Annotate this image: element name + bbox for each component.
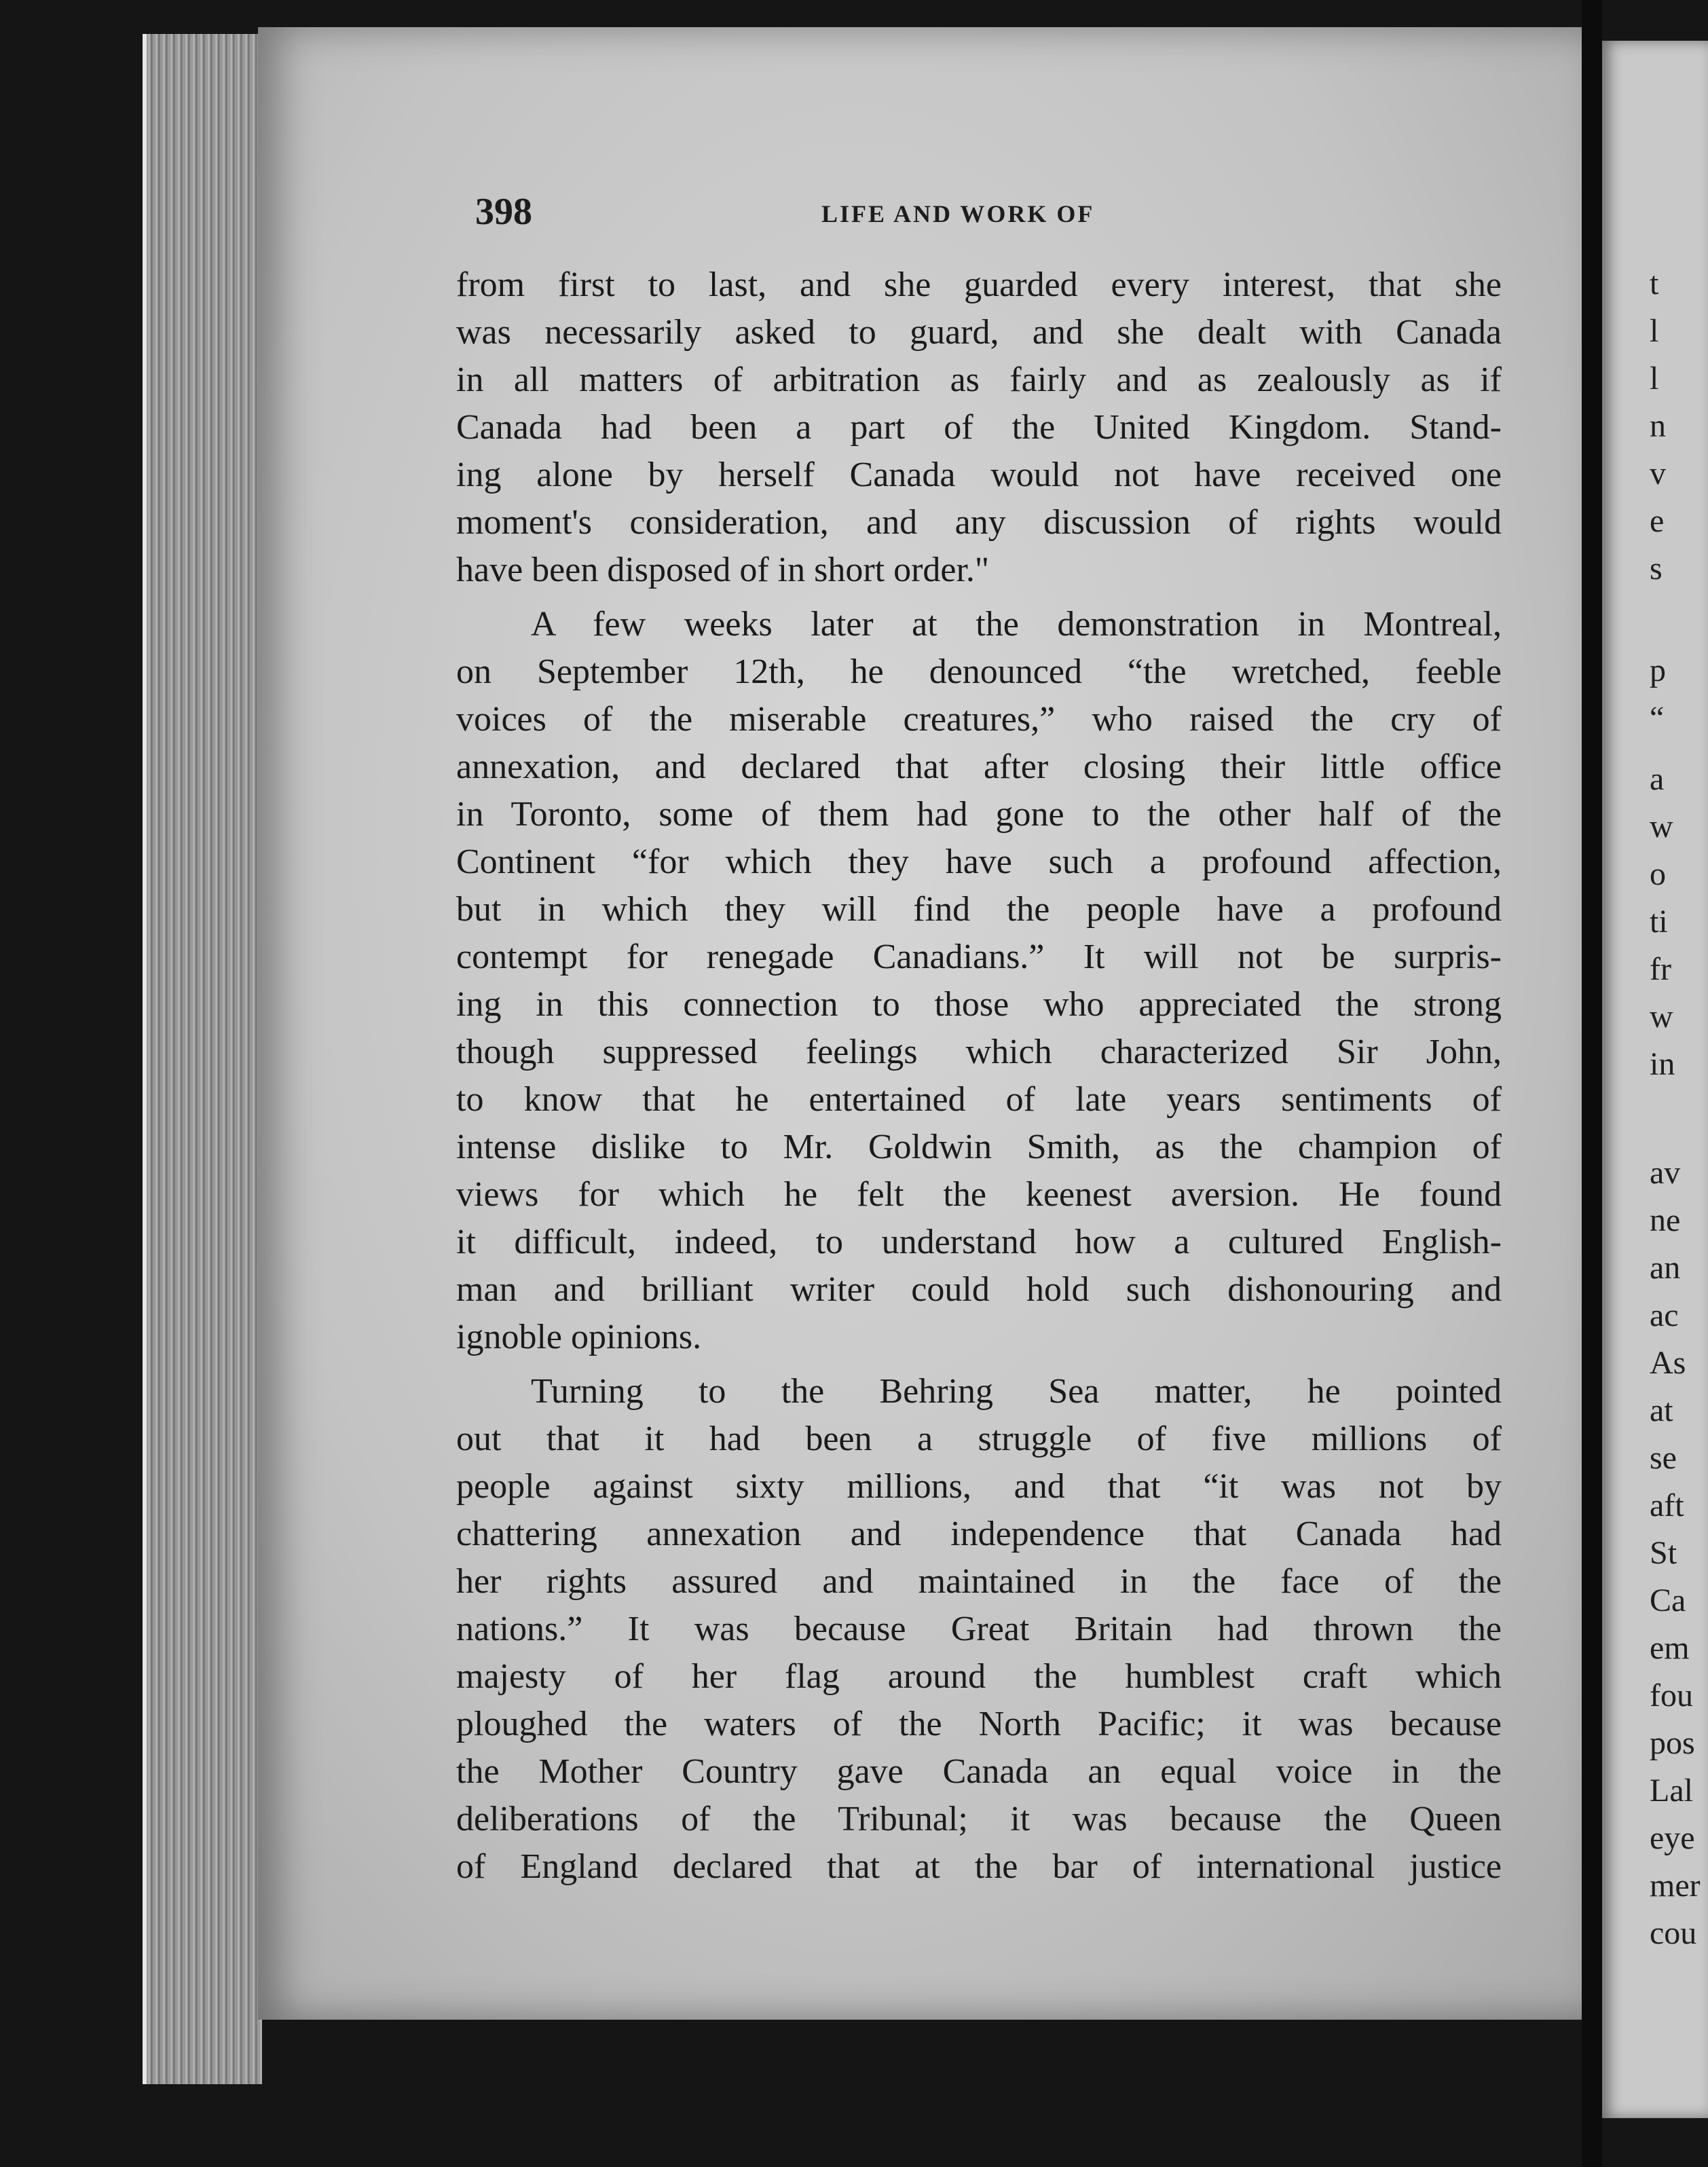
- text-line: people against sixty millions, and that “it was not by: [456, 1467, 1502, 1506]
- text-line: from first to last, and she guarded every interest, that she: [456, 265, 1502, 304]
- facing-page-fragment: l: [1650, 313, 1659, 349]
- page-number: 398: [475, 191, 532, 233]
- facing-page-fragment: t: [1650, 265, 1659, 301]
- text-line: A few weeks later at the demonstration in Montreal,: [531, 605, 1502, 644]
- text-line: in all matters of arbitration as fairly and as zealously as if: [456, 360, 1502, 399]
- facing-page-fragment: ne: [1650, 1202, 1681, 1238]
- text-line: but in which they will find the people have a profound: [456, 890, 1502, 929]
- text-line: deliberations of the Tribunal; it was because the Queen: [456, 1800, 1502, 1838]
- facing-page-fragment: o: [1650, 856, 1666, 892]
- facing-page: [1602, 41, 1708, 2118]
- facing-page-fragment: “: [1650, 700, 1665, 736]
- text-line: ing in this connection to those who appreciated the strong: [456, 985, 1502, 1024]
- text-line: have been disposed of in short order.": [456, 551, 990, 589]
- text-line: majesty of her flag around the humblest craft which: [456, 1657, 1502, 1696]
- text-line: voices of the miserable creatures,” who raised the cry of: [456, 700, 1502, 739]
- text-line: it difficult, indeed, to understand how a cultured English-: [456, 1223, 1502, 1261]
- page-edges: [143, 34, 262, 2084]
- text-line: ing alone by herself Canada would not have received one: [456, 456, 1502, 494]
- text-line: intense dislike to Mr. Goldwin Smith, as the champion of: [456, 1128, 1502, 1166]
- page-header: [475, 190, 1493, 251]
- facing-page-fragment: eye: [1650, 1820, 1695, 1856]
- text-line: annexation, and declared that after closing their little office: [456, 747, 1502, 786]
- facing-page-fragment: l: [1650, 360, 1659, 396]
- book-gutter: [1582, 0, 1602, 2167]
- facing-page-fragment: mer: [1650, 1868, 1701, 1904]
- facing-page-fragment: a: [1650, 761, 1665, 797]
- facing-page-fragment: Ca: [1650, 1582, 1686, 1618]
- text-line: Turning to the Behring Sea matter, he pointed: [531, 1372, 1502, 1411]
- facing-page-fragment: v: [1650, 456, 1666, 492]
- facing-page-fragment: w: [1650, 999, 1673, 1035]
- facing-page-fragment: pos: [1650, 1725, 1695, 1761]
- text-line: was necessarily asked to guard, and she dealt with Canada: [456, 313, 1502, 352]
- text-line: on September 12th, he denounced “the wretched, feeble: [456, 652, 1502, 691]
- text-line: moment's consideration, and any discussion of rights would: [456, 503, 1502, 542]
- text-line: Canada had been a part of the United Kingdom. Stand-: [456, 408, 1502, 447]
- facing-page-fragment: n: [1650, 408, 1666, 444]
- text-line: the Mother Country gave Canada an equal voice in the: [456, 1752, 1502, 1791]
- facing-page-fragment: in: [1650, 1046, 1675, 1082]
- facing-page-fragment: ti: [1650, 904, 1668, 940]
- facing-page-fragment: St: [1650, 1535, 1677, 1571]
- facing-page-fragment: w: [1650, 809, 1673, 845]
- facing-page-fragment: As: [1650, 1345, 1686, 1381]
- facing-page-fragment: fr: [1650, 951, 1671, 987]
- text-line: Continent “for which they have such a profound affection,: [456, 842, 1502, 881]
- text-line: though suppressed feelings which characterized Sir John,: [456, 1033, 1502, 1071]
- facing-page-fragment: ac: [1650, 1297, 1679, 1333]
- facing-page-fragment: an: [1650, 1250, 1681, 1286]
- text-line: man and brilliant writer could hold such dishonouring and: [456, 1270, 1502, 1309]
- facing-page-fragment: at: [1650, 1392, 1673, 1428]
- text-line: in Toronto, some of them had gone to the other half of the: [456, 795, 1502, 834]
- text-line: out that it had been a struggle of five millions of: [456, 1420, 1502, 1458]
- text-line: contempt for renegade Canadians.” It will not be surpris-: [456, 938, 1502, 976]
- facing-page-fragment: em: [1650, 1630, 1690, 1666]
- facing-page-fragment: fou: [1650, 1678, 1693, 1714]
- facing-page-fragment: cou: [1650, 1915, 1697, 1951]
- text-line: ignoble opinions.: [456, 1318, 702, 1356]
- text-line: to know that he entertained of late years sentiments of: [456, 1080, 1502, 1119]
- text-line: views for which he felt the keenest aversion. He found: [456, 1175, 1502, 1214]
- facing-page-fragment: p: [1650, 652, 1666, 688]
- text-line: nations.” It was because Great Britain had thrown the: [456, 1610, 1502, 1648]
- facing-page-fragment: Lal: [1650, 1773, 1693, 1809]
- running-head: LIFE AND WORK OF: [821, 200, 1095, 227]
- facing-page-fragment: av: [1650, 1155, 1681, 1191]
- text-line: chattering annexation and independence that Canada had: [456, 1515, 1502, 1553]
- facing-page-fragment: e: [1650, 503, 1665, 539]
- text-line: of England declared that at the bar of international justice: [456, 1847, 1502, 1886]
- text-line: ploughed the waters of the North Pacific; it was because: [456, 1705, 1502, 1743]
- facing-page-fragment: s: [1650, 551, 1663, 587]
- facing-page-fragment: se: [1650, 1440, 1677, 1476]
- text-line: her rights assured and maintained in the face of the: [456, 1562, 1502, 1601]
- facing-page-fragment: aft: [1650, 1487, 1684, 1523]
